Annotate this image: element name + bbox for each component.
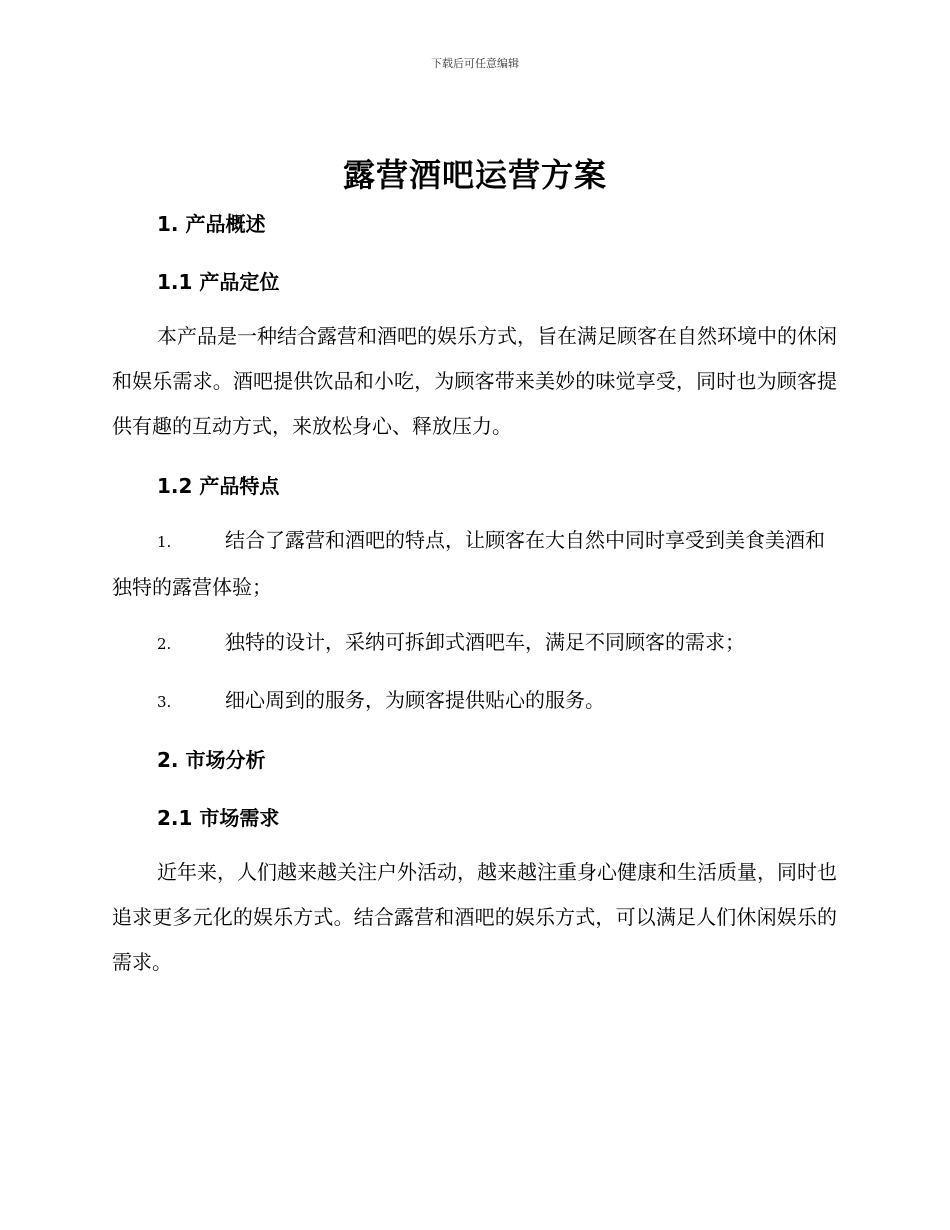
header-note: 下载后可任意编辑 <box>431 57 519 70</box>
list-number: 2. <box>157 635 172 653</box>
list-item-text: 结合了露营和酒吧的特点，让顾客在大自然中同时享受到美食美酒和独特的露营体验； <box>112 528 825 599</box>
list-number: 1. <box>157 533 172 551</box>
section-heading-2: 2. 市场分析 <box>157 748 266 772</box>
list-item-2 <box>112 620 837 667</box>
list-item-text: 细心周到的服务，为顾客提供贴心的服务。 <box>225 688 605 712</box>
paragraph-product-positioning: 本产品是一种结合露营和酒吧的娱乐方式，旨在满足顾客在自然环境中的休闲和娱乐需求。酒吧提供饮品和小吃，为顾客带来美妙的味觉享受，同时也为顾客提供有趣的互动方式，来放松身心、释放压力。 <box>112 324 837 438</box>
list-item-text: 独特的设计，采纳可拆卸式酒吧车，满足不同顾客的需求； <box>225 630 745 654</box>
section-heading-1: 1. 产品概述 <box>157 212 266 236</box>
section-heading-1-1: 1.1 产品定位 <box>157 270 280 294</box>
paragraph-market-demand: 近年来，人们越来越关注户外活动，越来越注重身心健康和生活质量，同时也追求更多元化的娱乐方式。结合露营和酒吧的娱乐方式，可以满足人们休闲娱乐的需求。 <box>112 860 837 974</box>
list-item-3 <box>112 678 837 725</box>
list-item-1 <box>112 518 837 610</box>
document-title: 露营酒吧运营方案 <box>342 156 607 194</box>
section-heading-1-2: 1.2 产品特点 <box>157 474 280 498</box>
section-heading-2-1: 2.1 市场需求 <box>157 806 280 830</box>
list-number: 3. <box>157 693 172 711</box>
